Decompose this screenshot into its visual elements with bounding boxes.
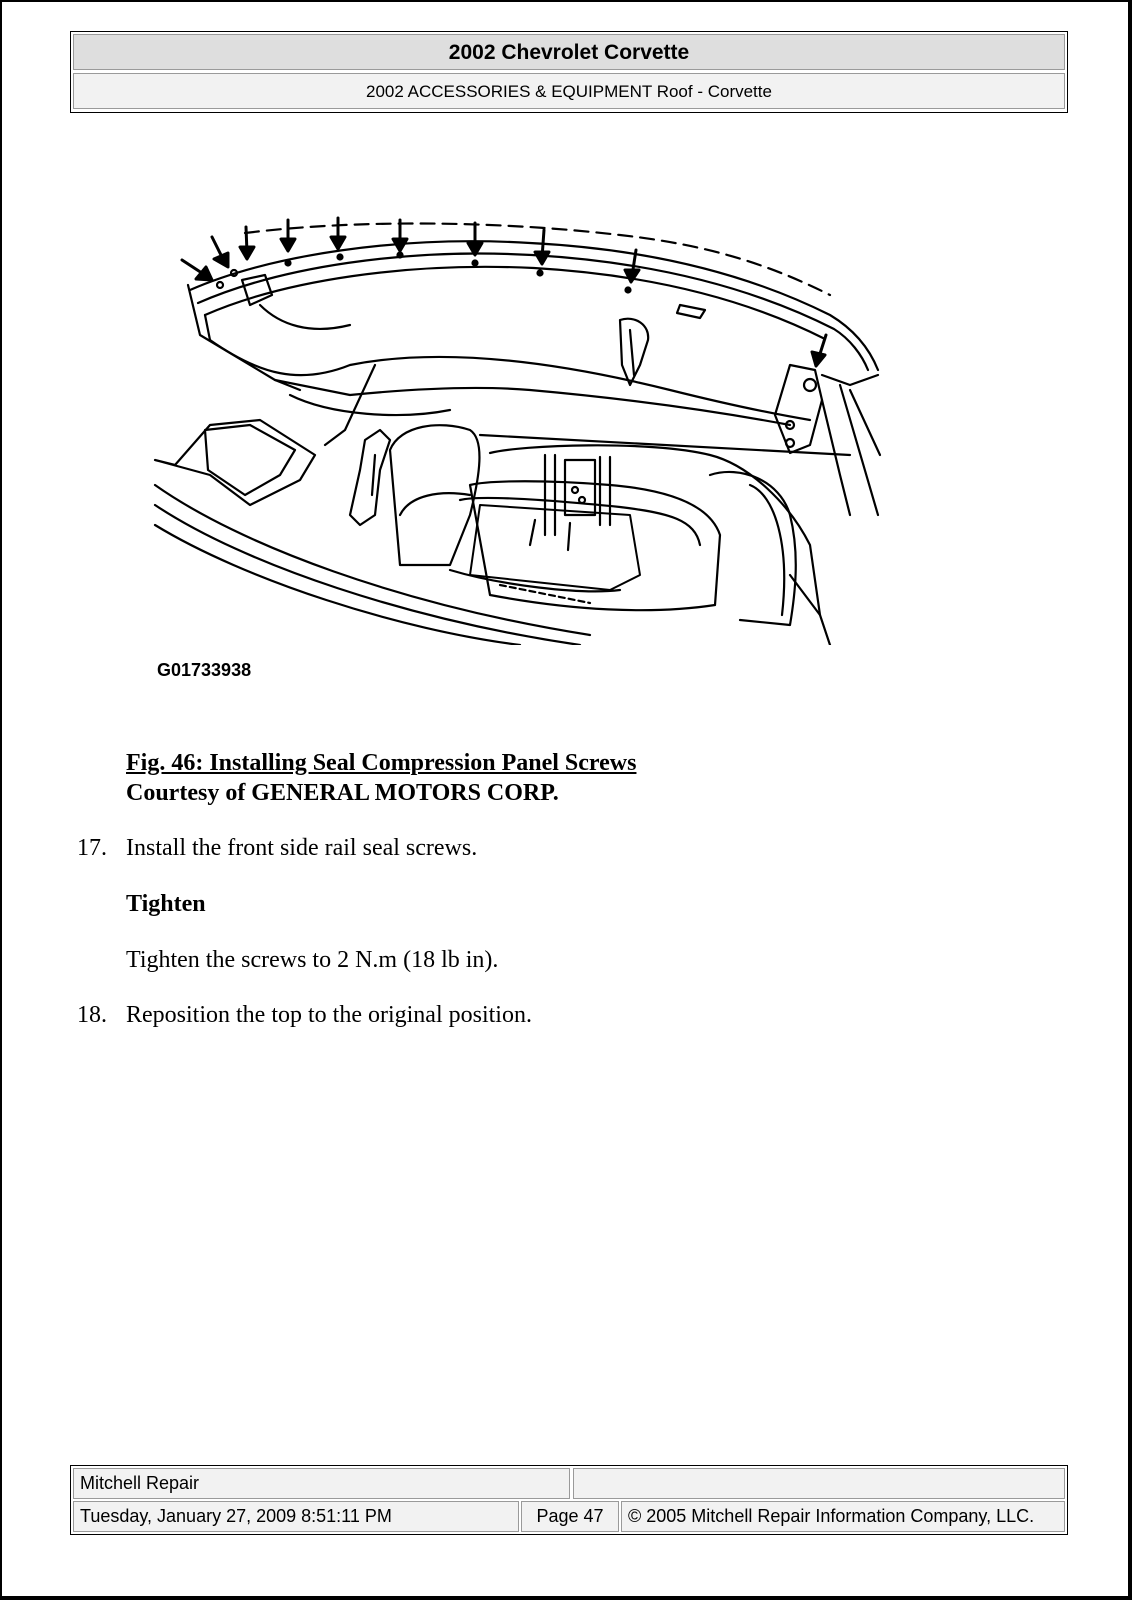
step-number: 17. xyxy=(77,835,107,861)
tighten-heading: Tighten xyxy=(126,891,206,917)
figure-caption xyxy=(126,748,636,808)
step-text: Reposition the top to the original position. xyxy=(126,1002,532,1028)
figure-code: G01733938 xyxy=(157,660,252,680)
figure-title: Fig. 46: Installing Seal Compression Panel Screws xyxy=(126,750,637,776)
figure-courtesy: Courtesy of GENERAL MOTORS CORP. xyxy=(126,780,559,806)
document-title: 2002 Chevrolet Corvette xyxy=(73,34,1065,70)
document-subtitle: 2002 ACCESSORIES & EQUIPMENT Roof - Corvette xyxy=(73,73,1065,109)
footer-empty-cell xyxy=(573,1468,1065,1499)
footer-datetime: Tuesday, January 27, 2009 8:51:11 PM xyxy=(73,1501,519,1532)
step-number: 18. xyxy=(77,1002,107,1028)
document-header xyxy=(70,31,1068,113)
tighten-spec: Tighten the screws to 2 N.m (18 lb in). xyxy=(126,947,499,973)
step-text: Install the front side rail seal screws. xyxy=(126,835,478,861)
document-footer xyxy=(70,1465,1068,1535)
roof-illustration xyxy=(150,215,906,645)
footer-copyright: © 2005 Mitchell Repair Information Company, LLC. xyxy=(621,1501,1065,1532)
footer-page-number: Page 47 xyxy=(521,1501,619,1532)
footer-company: Mitchell Repair xyxy=(73,1468,570,1499)
